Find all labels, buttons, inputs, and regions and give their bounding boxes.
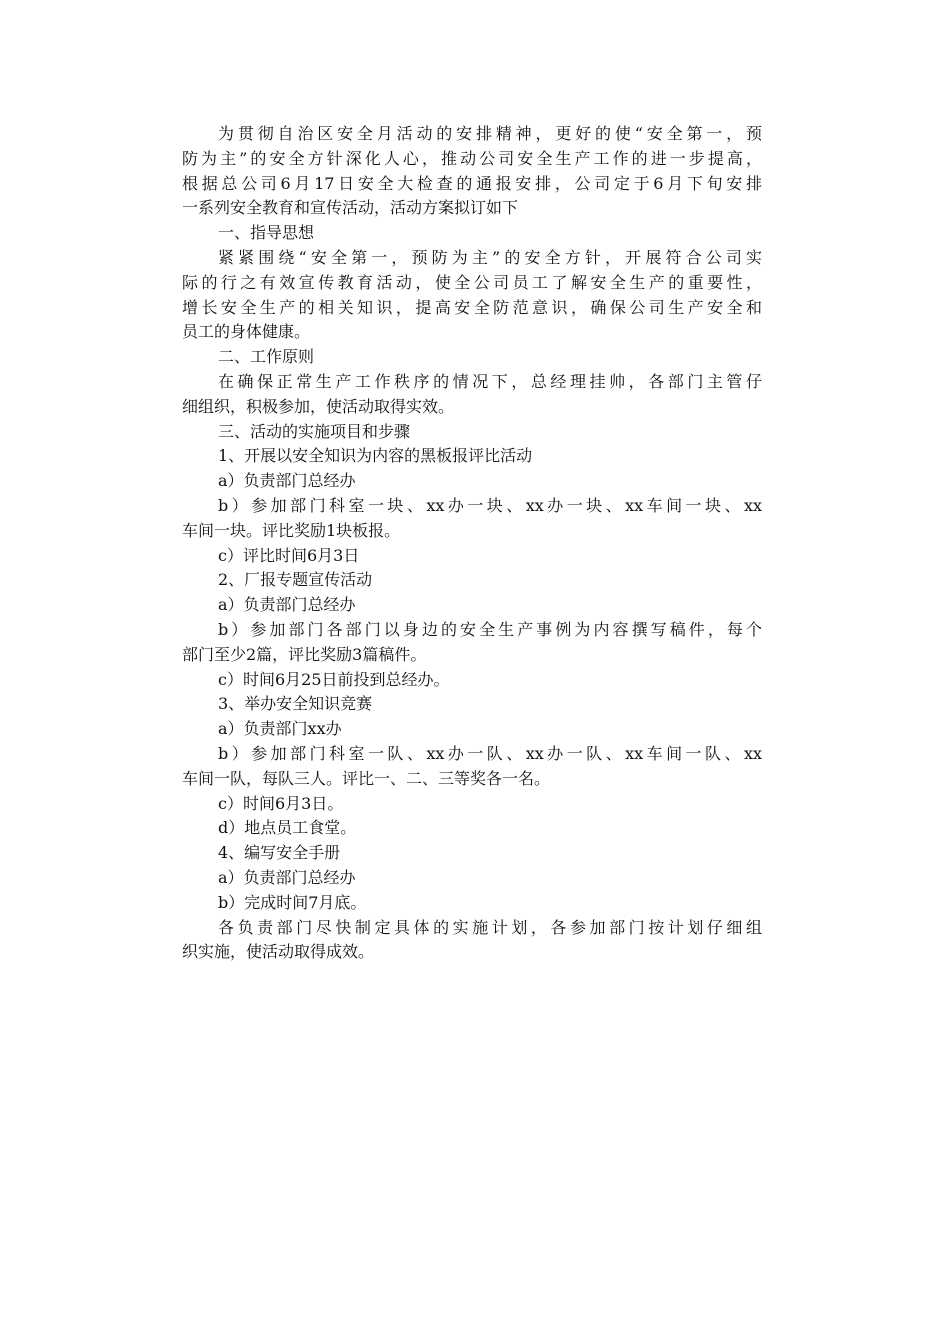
document-line: 3、举办安全知识竞赛 [218,694,373,714]
document-line: b）参加部门科室一块、xx办一块、xx办一块、xx车间一块、xx [218,495,762,515]
document-line: 部门至少2篇，评比奖励3篇稿件。 [182,644,427,664]
document-line: 根据总公司6月17日安全大检查的通报安排，公司定于6月下旬安排 [182,173,762,193]
document-line: 际的行之有效宣传教育活动，使全公司员工了解安全生产的重要性， [182,272,762,292]
document-line: c）时间6月25日前投到总经办。 [218,669,450,689]
document-line: 增长安全生产的相关知识，提高安全防范意识，确保公司生产安全和 [182,297,762,317]
document-line: c）时间6月3日。 [218,793,344,813]
document-line: 1、开展以安全知识为内容的黑板报评比活动 [218,446,533,466]
document-line: b）完成时间7月底。 [218,892,367,912]
document-line: 二、工作原则 [218,347,315,367]
document-line: 紧紧围绕“安全第一，预防为主”的安全方针，开展符合公司实 [218,247,762,267]
document-line: 一、指导思想 [218,223,315,243]
document-line: c）评比时间6月3日 [218,545,360,565]
document-line: b）参加部门科室一队、xx办一队、xx办一队、xx车间一队、xx [218,743,762,763]
document-line: a）负责部门总经办 [218,471,356,491]
document-line: 各负责部门尽快制定具体的实施计划，各参加部门按计划仔细组 [218,917,762,937]
document-line: a）负责部门xx办 [218,719,342,739]
document-line: 在确保正常生产工作秩序的情况下，总经理挂帅，各部门主管仔 [218,371,762,391]
document-line: 2、厂报专题宣传活动 [218,570,373,590]
document-line: b）参加部门各部门以身边的安全生产事例为内容撰写稿件，每个 [218,619,762,639]
document-body [182,122,762,965]
document-line: 三、活动的实施项目和步骤 [218,421,411,441]
document-line: 车间一队，每队三人。评比一、二、三等奖各一名。 [182,768,551,788]
document-line: 织实施，使活动取得成效。 [182,942,375,962]
document-line: 细组织，积极参加，使活动取得实效。 [182,396,455,416]
document-line: 一系列安全教育和宣传活动，活动方案拟订如下 [182,198,519,218]
document-line: 车间一块。评比奖励1块板报。 [182,520,401,540]
document-line: 防为主”的安全方针深化人心，推动公司安全生产工作的进一步提高， [182,148,762,168]
document-line: 员工的身体健康。 [182,322,311,342]
document-line: a）负责部门总经办 [218,867,356,887]
document-line: a）负责部门总经办 [218,595,356,615]
document-line: d）地点员工食堂。 [218,818,357,838]
document-line: 为贯彻自治区安全月活动的安排精神，更好的使“安全第一，预 [218,124,762,143]
document-line: 4、编写安全手册 [218,843,341,863]
